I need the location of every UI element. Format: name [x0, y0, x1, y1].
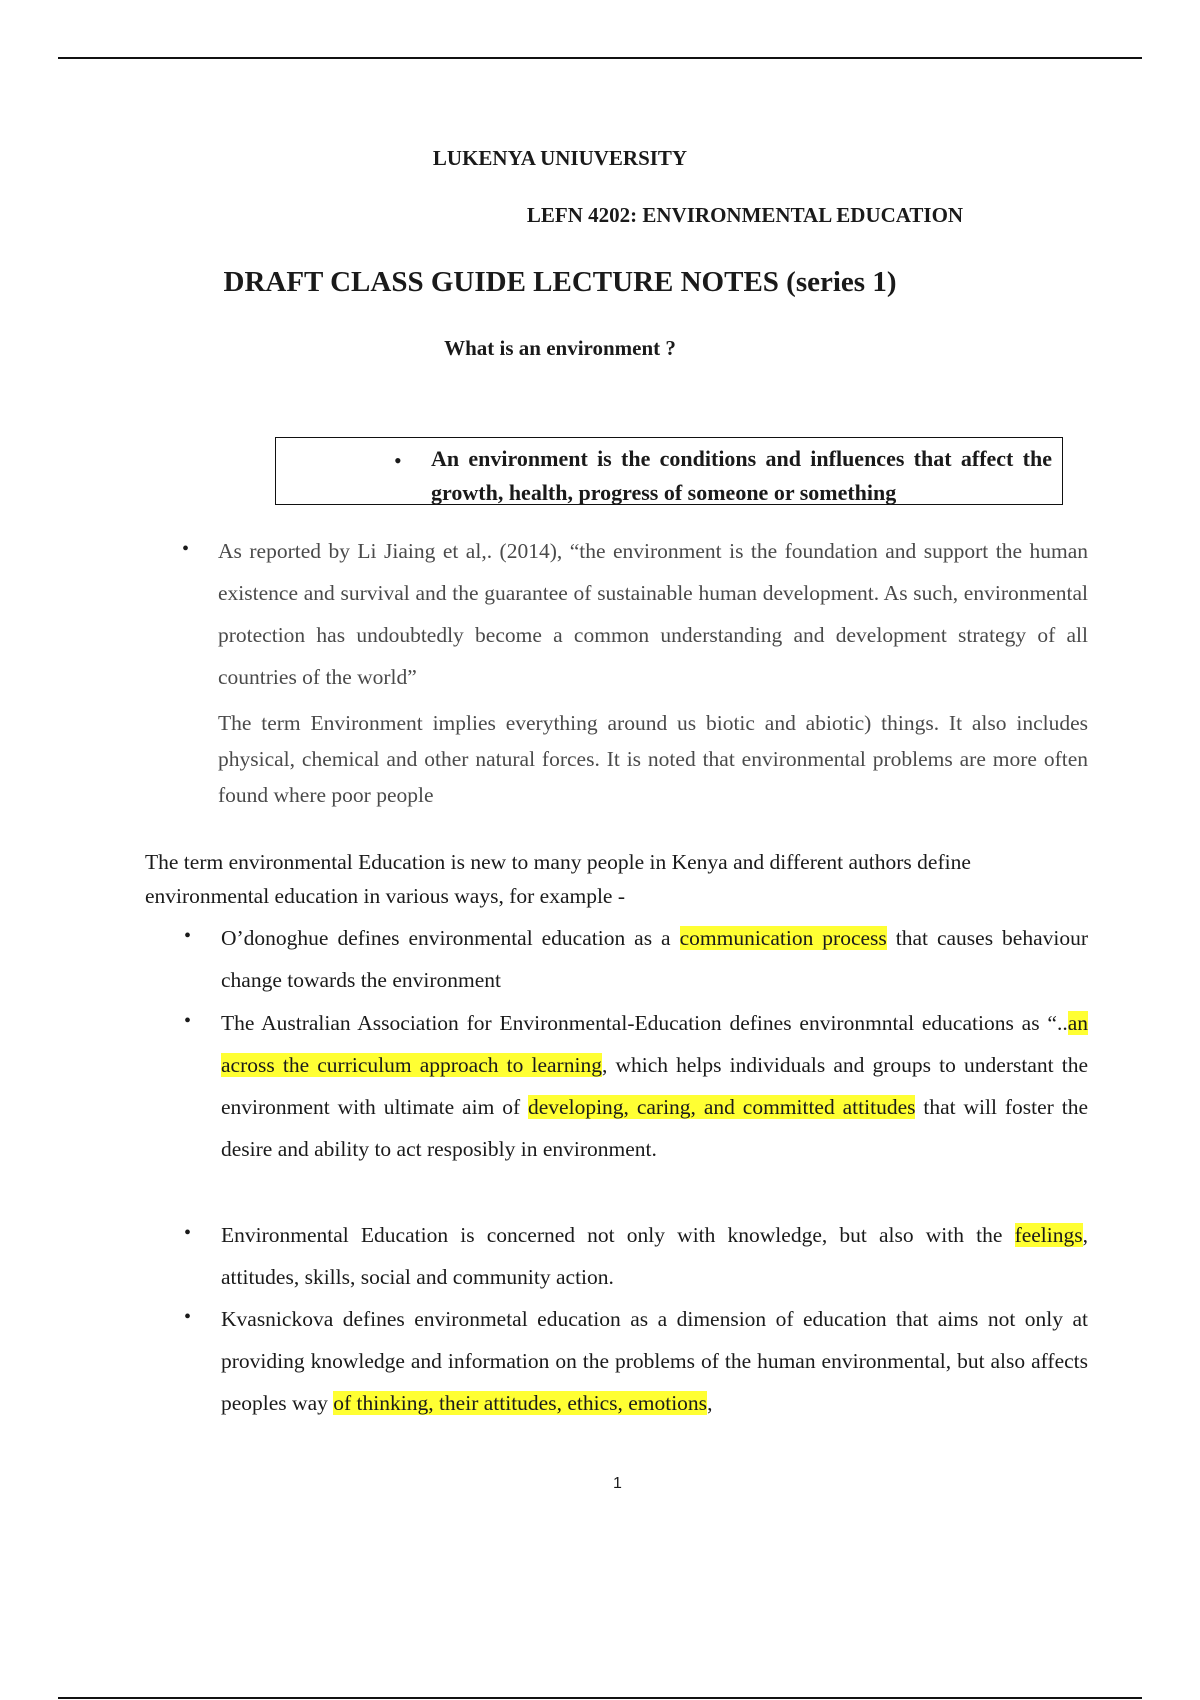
bullet-icon: •: [394, 448, 402, 473]
bullet-icon: •: [184, 1222, 192, 1244]
course-code-title: LEFN 4202: ENVIRONMENTAL EDUCATION: [526, 203, 964, 227]
item-text: that will foster the desire and ability to act resposibly in environment.: [221, 1095, 1089, 1161]
item-text: O’donoghue defines environmental education as a: [221, 926, 680, 950]
page-number: 1: [613, 1475, 622, 1492]
page-title: DRAFT CLASS GUIDE LECTURE NOTES (series 1): [223, 266, 897, 298]
item-text: Kvasnickova defines environmetal education as a dimension of education that aims not only at providing knowledge and information on the problems of the human environmental, but also affects peoples way: [221, 1307, 1088, 1415]
university-name: LUKENYA UNIUVERSITY: [432, 146, 688, 170]
item-text: Environmental Education is concerned not only with knowledge, but also with the: [221, 1223, 1015, 1247]
item-text: , attitudes, skills, social and community action.: [221, 1223, 1088, 1289]
top-rule: [58, 57, 1142, 59]
item-text: , which helps individuals and groups to understant the environment with ultimate aim of: [221, 1053, 1088, 1119]
followup-paragraph: The term Environment implies everything around us biotic and abiotic) things. It also includes physical, chemical and other natural forces. It is noted that environmental problems are more often found where poor people: [218, 711, 1088, 807]
highlighted-text: of thinking, their attitudes, ethics, emotions: [333, 1391, 708, 1415]
item-text: The Australian Association for Environmental-Education defines environmntal educations as “..: [221, 1011, 1068, 1035]
definition-box: [275, 437, 1063, 505]
section-question: What is an environment ?: [444, 336, 676, 360]
highlighted-text: developing, caring, and committed attitudes: [528, 1095, 916, 1119]
bullet-icon: •: [184, 1306, 192, 1328]
intro-paragraph: The term environmental Education is new to many people in Kenya and different authors define environmental education in various ways, for example -: [145, 850, 971, 908]
list-item: [221, 917, 1088, 1001]
highlighted-text: an across the curriculum approach to learning: [221, 1011, 1088, 1077]
quote-paragraph: As reported by Li Jiaing et al,. (2014), “the environment is the foundation and support the human existence and survival and the guarantee of sustainable human development. As such, environmental protection has undoubtedly become a common understanding and development strategy of all countries of the world”: [218, 539, 1088, 689]
list-item: [221, 1002, 1088, 1170]
item-text: ,: [707, 1391, 713, 1415]
bottom-rule: [58, 1697, 1142, 1699]
item-text: that causes behaviour change towards the environment: [221, 926, 1088, 992]
highlighted-text: communication process: [679, 926, 887, 950]
list-item: [221, 1214, 1088, 1298]
bullet-icon: •: [184, 925, 192, 947]
bullet-icon: •: [182, 538, 190, 560]
definition-text: An environment is the conditions and influences that affect the growth, health, progress of someone or something: [431, 446, 1052, 505]
highlighted-text: feelings: [1014, 1223, 1083, 1247]
bullet-icon: •: [184, 1010, 192, 1032]
list-item: [221, 1298, 1088, 1424]
